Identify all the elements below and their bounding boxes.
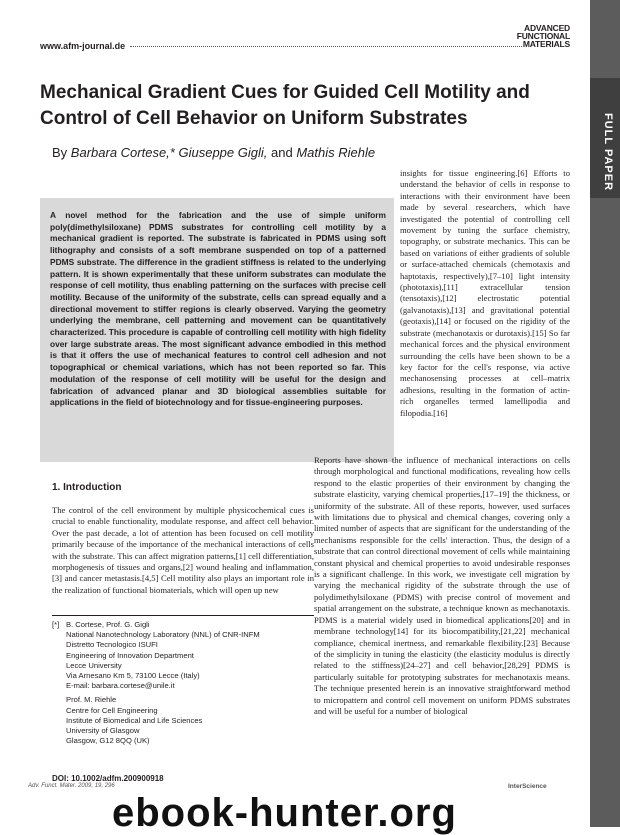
author-line [52, 145, 375, 160]
logo-line-2: FUNCTIONAL [516, 31, 570, 41]
footer-publisher: InterScience [508, 783, 547, 790]
journal-logo [500, 24, 570, 48]
doi[interactable]: DOI: 10.1002/adfm.200900918 [52, 774, 164, 783]
by-word: By [52, 145, 68, 160]
and-word: and [271, 145, 293, 160]
watermark: ebook-hunter.org [112, 791, 457, 835]
journal-url[interactable]: www.afm-journal.de [40, 41, 126, 51]
full-paper-label: FULL PAPER [602, 113, 614, 192]
paragraph-reports: Reports have shown the influence of mechanical interactions on cells through morphological and functional modifications, revealing how cells respond to the elastic properties of their environment by changing the substrate elasticity, varying chemical properties,[17–19] the thickness, or uniformity of the substrate. All of these reports, however, used surfaces with limitations due to physical and chemical changes, covering only a limited number of aspects that are significant for the understanding of the mechanisms responsible for the cells' interaction. Thus, the design of a substrate that can control directional movement of cells while maintaining constant physical and chemical properties to avoid undesirable responses is a significant challenge. In this work, we investigate cell migration by varying the mechanical rigidity of the substrate through the use of polydimethylsiloxane (PDMS) with precise control of movement and spatial arrangement on the substrate, a technique known as mechanotaxis. PDMS is a material widely used in biomedical applications[20] and in membrane technology[14] for its biocompatibility,[21,22] mechanical compliance, chemical inertness, and remarkable flexibility.[23] Because of the simplicity in tuning the elasticity (the elasticity modulus is directly related to the stiffness)[24–27] and cell behavior,[28,29] PDMS is particularly suitable for prototyping substrates for mechanotaxis means. The technique presented herein is an innovative straightforward method to micropattern and control cell movement on uniform PDMS substrates and will be useful for a number of biological [314, 455, 570, 716]
article-title: Mechanical Gradient Cues for Guided Cell Motility and Control of Cell Behavior on Uniform Substrates [40, 82, 530, 129]
logo-line-3: MATERIALS [522, 39, 570, 49]
corresponding-mark: [*] [52, 620, 60, 629]
section-heading-introduction: 1. Introduction [52, 482, 122, 493]
affiliation-rule [52, 615, 314, 616]
right-column-top [400, 168, 570, 419]
abstract-text: A novel method for the fabrication and the use of simple uniform poly(dimethylsiloxane) PDMS substrates for controlling cell motility by a mechanical gradient is reported. The substrate is fabricated in PDMS using soft lithography and consists of a soft membrane suspended on top of a patterned PDMS substrate. The difference in the gradient stiffness is related to the underlying pattern. It is shown experimentally that these uniform substrates can modulate the response of cell motility, thus enabling patterning on the surfaces with precise cell motility. Because of the uniformity of the substrate, cells can spread equally and a directional movement to stiffer regions is clearly observed. Varying the geometry underlying the membrane, cell patterning and movement can be quantitatively characterized. This procedure is capable of controlling cell motility with high fidelity over large substrate areas. The most significant advance embodied in this method is that it offers the use of mechanical features to control cell adhesion and not topographical or chemical variations, which has not been reported so far. This modulation of the response of cell motility will be useful for the design and fabrication of advanced planar and 3D biological assemblies suitable for applications in the field of biotechnology and for tissue-engineering purposes. [50, 210, 386, 408]
affiliations [52, 620, 314, 746]
author-cortese: Barbara Cortese,* [70, 145, 175, 160]
footer-citation: Adv. Funct. Mater. 2009, 19, 296 [28, 783, 115, 789]
header-rule [130, 46, 522, 47]
right-column-bottom [314, 455, 570, 717]
paragraph-insights: insights for tissue engineering.[6] Efforts to understand the behavior of cells in response to interactions with their environment have been made by several researchers, which have investigated the potential of controlling cell movement by tuning the surface chemistry, topography, or substrate mechanics. This can be based on variations of either gradients of soluble or surface-attached chemicals (chemotaxis and haptotaxis, respectively),[7–10] light intensity (phototaxis),[11] extracellular tension (tensotaxis),[12] electrostatic potential (galvanotaxis),[13] and gravitational potential (geotaxis),[14] or focused on the rigidity of the substrate (mechanotaxis or durotaxis).[15] So far mechanical forces and the physical environment surrounding the cells have been shown to be a key factor for the cell's response, via active mechanosensing processes at cell–matrix adhesions, resulting in the formation of actin-rich organelles termed lamellipodia and filopodia.[16] [400, 168, 570, 418]
affiliation-lecce: B. Cortese, Prof. G. Gigli National Nanotechnology Laboratory (NNL) of CNR-INFM Distretto Tecnologico ISUFI Engineering of Innovation Department Lecce University Via Arnesano Km 5, 73100 Lecce (Italy) E-mail: barbara.cortese@unile.it [66, 620, 260, 691]
logo-line-1: ADVANCED [524, 23, 570, 33]
author-riehle: Mathis Riehle [296, 145, 376, 160]
author-gigli: Giuseppe Gigli, [178, 145, 268, 160]
introduction-text: The control of the cell environment by multiple physicochemical cues is crucial to enable functionality, modulate response, and affect cell behavior. Over the past decade, a lot of attention has been focused on cell motility primarily because of the importance of the mechanical interactions of cells with the substrate. This can affect migration patterns,[1] cell differentiation, morphogenesis of tissues and organs,[2] wound healing and inflammation,[3] and cancer metastasis.[4,5] Cell motility also plays an important role in the realization of functional biomaterials, which will open up new [52, 505, 314, 595]
affiliation-glasgow: Prof. M. Riehle Centre for Cell Engineering Institute of Biomedical and Life Sciences University of Glasgow Glasgow, G12 8QQ (UK) [66, 695, 203, 746]
